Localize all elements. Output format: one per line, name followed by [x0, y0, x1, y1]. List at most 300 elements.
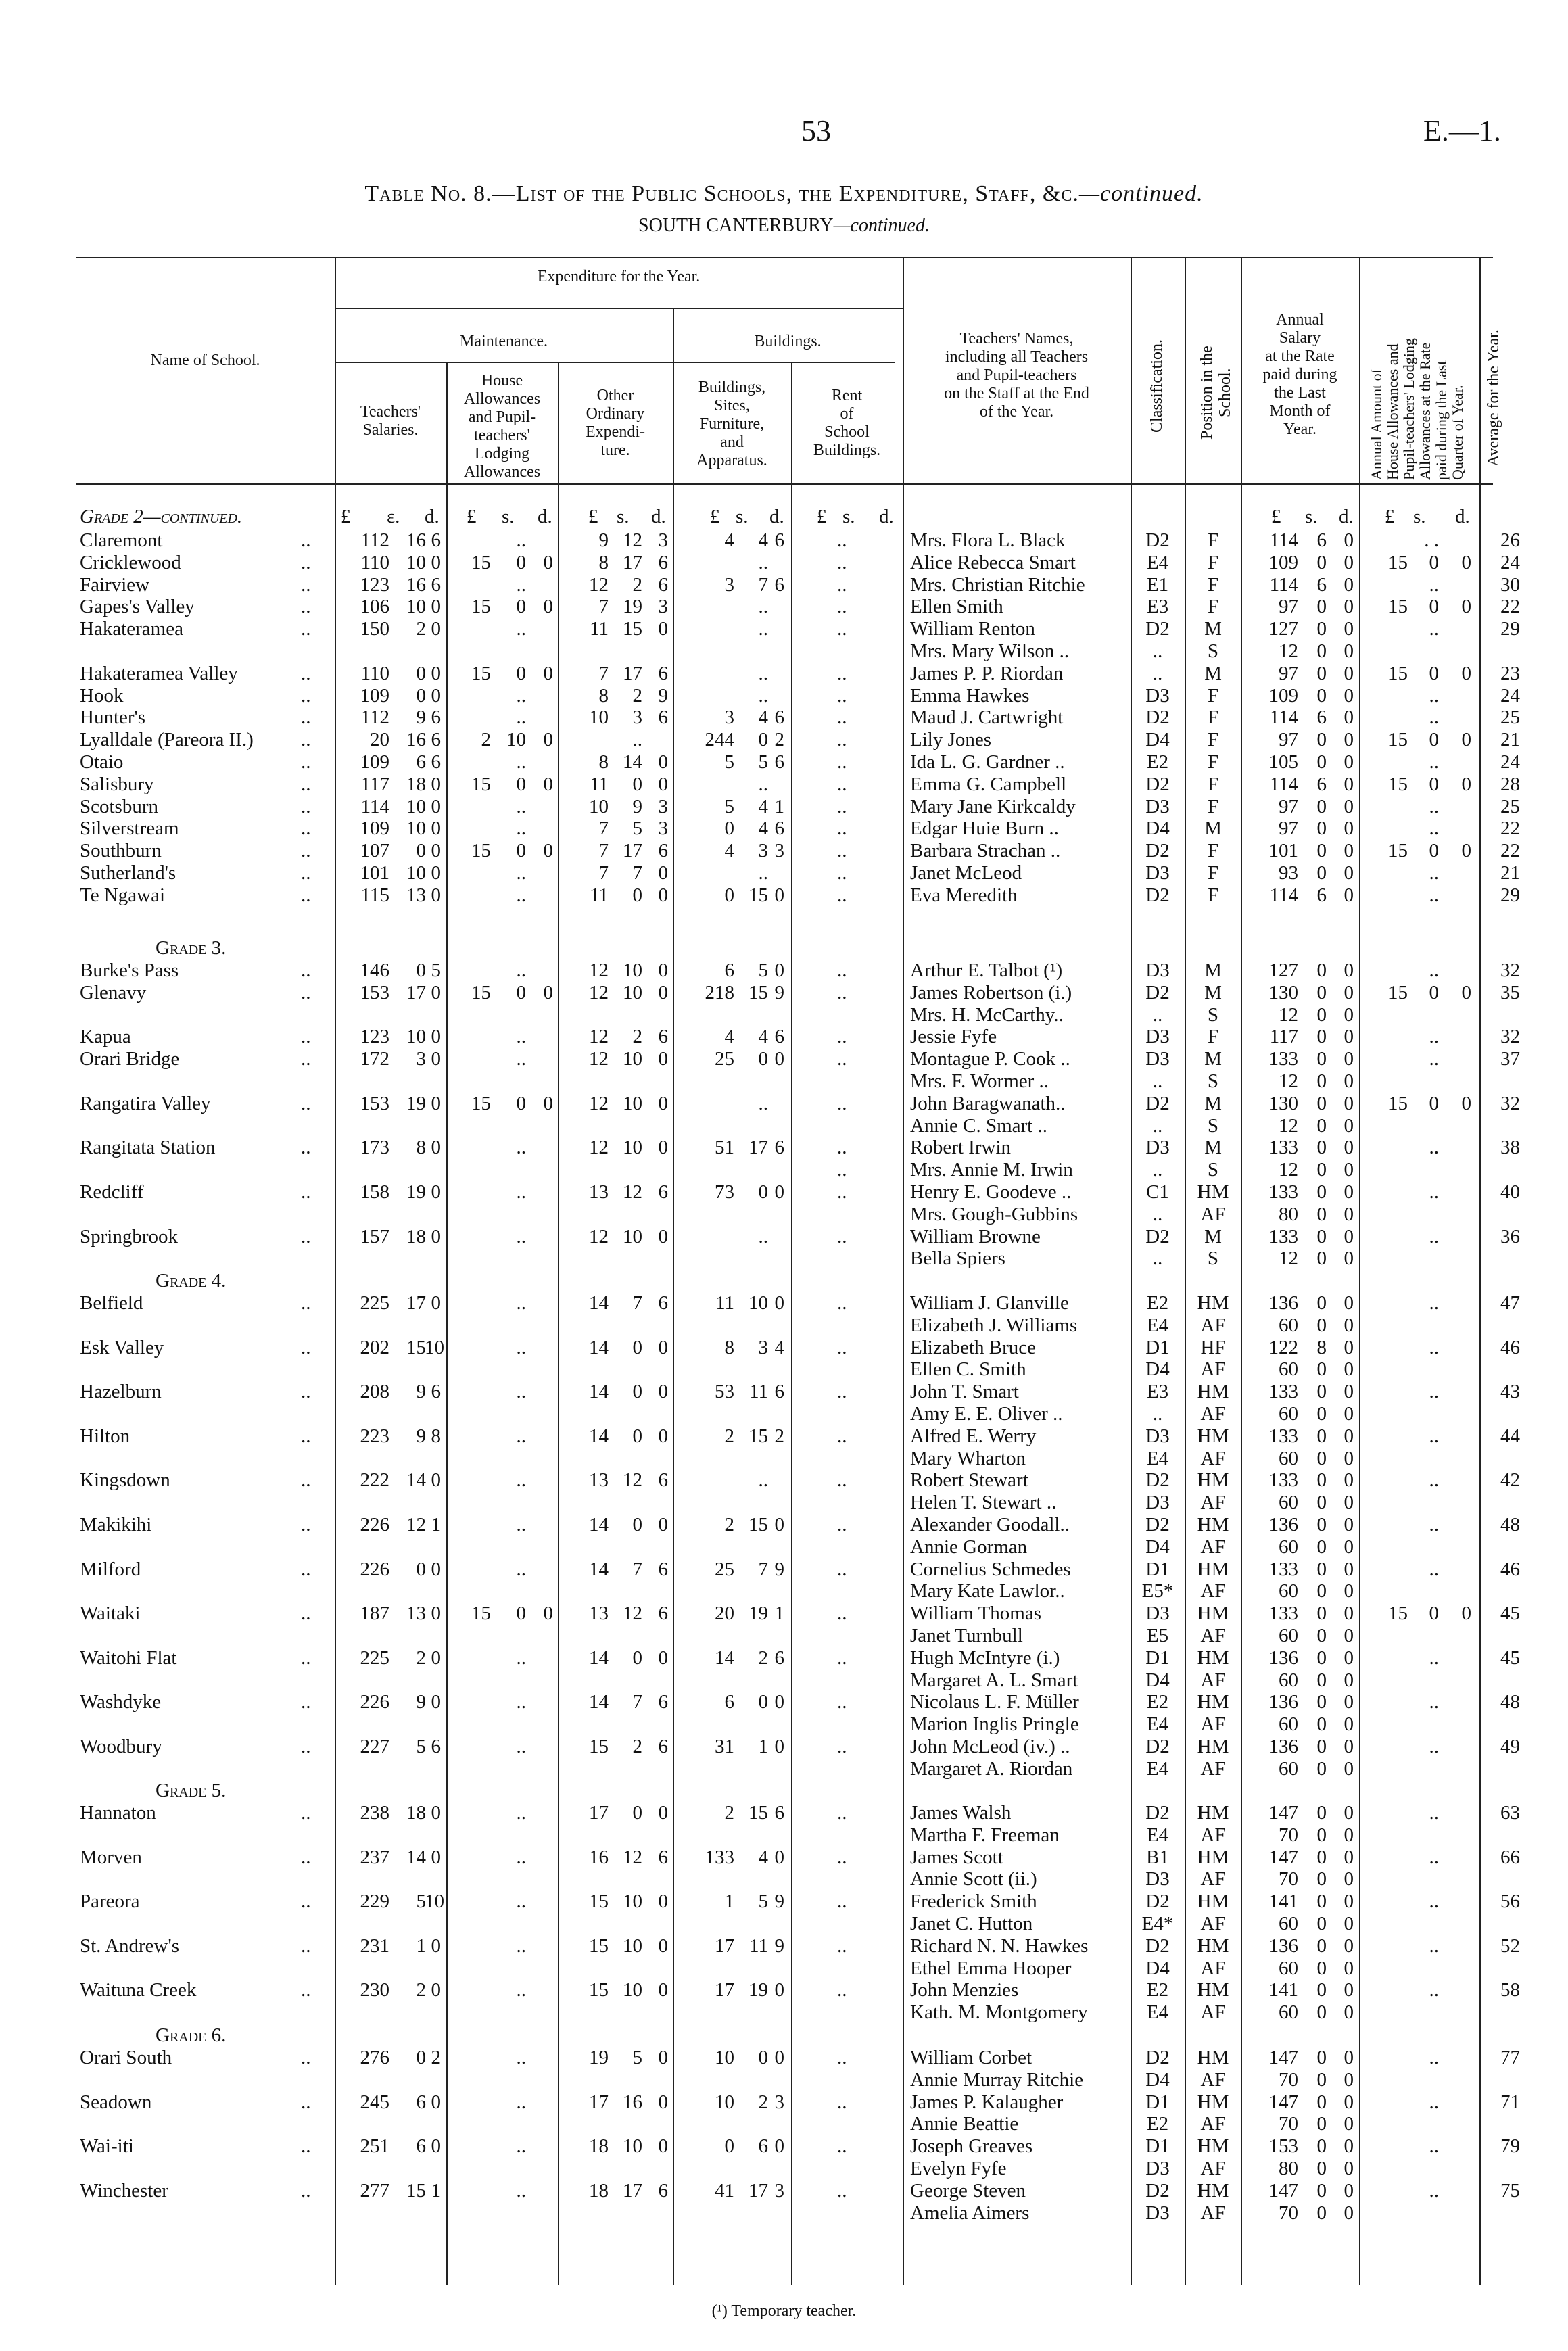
- ann-value: 0: [1344, 1403, 1354, 1425]
- allow-value: 15: [1388, 1602, 1408, 1625]
- teacher-name: James Scott: [910, 1846, 1003, 1868]
- school-name: Belfield: [80, 1292, 143, 1314]
- school-name: Gapes's Valley: [80, 596, 195, 618]
- rent-value: ..: [837, 2135, 847, 2158]
- ann-value: 0: [1316, 2113, 1327, 2135]
- ann-value: 0: [1316, 1425, 1327, 1447]
- other-value: 12: [589, 1137, 609, 1159]
- other-value: 10: [623, 1934, 642, 1957]
- classification: D4: [1145, 817, 1170, 840]
- sal-value: 1: [431, 1514, 441, 1536]
- bldg-value: 14: [715, 1646, 734, 1669]
- other-value: 18: [589, 2135, 609, 2158]
- table-row: [0, 1226, 1568, 1248]
- table-subtitle: [0, 215, 1568, 237]
- allow-value: 15: [1388, 840, 1408, 862]
- sal-value: 13: [406, 884, 426, 906]
- bldg-value: 7: [758, 573, 768, 596]
- sal-value: 13: [406, 1602, 426, 1625]
- header-bottom-rule: [76, 483, 1493, 485]
- sal-value: 245: [360, 2091, 389, 2113]
- teacher-name: Henry E. Goodeve ..: [910, 1181, 1072, 1203]
- sal-value: 2: [416, 618, 426, 640]
- bldg-value: 3: [758, 840, 768, 862]
- bldg-value: ..: [758, 684, 768, 707]
- other-value: 14: [589, 1336, 609, 1358]
- rent-value: ..: [837, 1979, 847, 2001]
- bldg-value: 2: [724, 1425, 734, 1447]
- average-attendance: 48: [1500, 1691, 1520, 1713]
- position: M: [1204, 959, 1222, 981]
- other-value: 0: [658, 2135, 668, 2158]
- header-rent: Rent of School Buildings.: [813, 387, 881, 459]
- other-value: 7: [598, 596, 609, 618]
- ann-value: 0: [1344, 1757, 1354, 1780]
- classification: E4: [1146, 1824, 1169, 1846]
- bldg-value: ..: [758, 1092, 768, 1114]
- position: AF: [1200, 1403, 1226, 1425]
- teacher-name: Annie Scott (ii.): [910, 1868, 1037, 1891]
- ann-value: 12: [1279, 1003, 1298, 1026]
- allow-value: ..: [1429, 2179, 1439, 2202]
- bldg-value: 6: [774, 1646, 784, 1669]
- house-value: ..: [516, 751, 526, 773]
- allow-value: 0: [1461, 551, 1471, 573]
- rows6-grade-heading: [0, 2024, 1568, 2047]
- classification: D4: [1145, 1536, 1170, 1558]
- leader-dots: ..: [301, 1092, 311, 1114]
- ann-value: 109: [1268, 684, 1298, 707]
- ann-value: 147: [1268, 1802, 1298, 1824]
- house-value: 0: [516, 596, 526, 618]
- average-attendance: 46: [1500, 1336, 1520, 1358]
- other-value: 11: [590, 884, 609, 906]
- rent-value: ..: [837, 707, 847, 729]
- sal-value: 6: [431, 529, 441, 551]
- grade-label: Grade 5.: [156, 1780, 227, 1801]
- table-row: [0, 552, 1568, 574]
- sal-value: 5: [416, 1891, 426, 1913]
- teacher-name: Janet Turnbull: [910, 1625, 1023, 1646]
- table-row: [0, 1159, 1568, 1181]
- school-name: Silverstream: [80, 817, 179, 840]
- ann-value: 0: [1344, 1070, 1354, 1092]
- other-value: 7: [598, 662, 609, 684]
- classification: E3: [1146, 596, 1169, 618]
- ann-value: 136: [1268, 1514, 1298, 1536]
- sal-value: 0: [431, 1646, 441, 1669]
- footnote: (¹) Temporary teacher.: [711, 2302, 857, 2320]
- other-value: 0: [658, 1514, 668, 1536]
- sal-value: 6: [431, 1381, 441, 1403]
- average-attendance: 29: [1500, 618, 1520, 640]
- other-value: 5: [632, 817, 642, 840]
- ann-value: 0: [1344, 2091, 1354, 2113]
- ann-value: 114: [1269, 573, 1298, 596]
- position: HM: [1197, 1292, 1229, 1314]
- other-value: 10: [589, 795, 609, 817]
- teacher-name: Helen T. Stewart ..: [910, 1492, 1057, 1514]
- classification: E2: [1146, 1292, 1169, 1314]
- school-name: Sutherland's: [80, 862, 176, 884]
- teacher-name: William Renton: [910, 618, 1035, 640]
- other-value: 10: [623, 981, 642, 1003]
- sal-value: 0: [431, 862, 441, 884]
- house-value: ..: [516, 618, 526, 640]
- allow-value: 0: [1461, 729, 1471, 751]
- bldg-value: 0: [774, 1691, 784, 1713]
- table-row: [0, 1403, 1568, 1425]
- ann-value: 60: [1279, 1314, 1298, 1336]
- ann-value: 0: [1344, 684, 1354, 707]
- units-row: Grade 2—continued. £ ɛ. d. £ s. d. £ s. d. £ s. d. £ s. d. £ s. d. £ s. d.: [80, 506, 1470, 527]
- bldg-value: 0: [758, 729, 768, 751]
- rent-value: ..: [837, 1802, 847, 1824]
- ann-value: 0: [1316, 1114, 1327, 1137]
- bldg-value: 3: [774, 2179, 784, 2202]
- table-title-suffix: —continued.: [1078, 181, 1204, 206]
- position: HM: [1197, 1802, 1229, 1824]
- bldg-value: 2: [724, 1514, 734, 1536]
- other-value: 11: [590, 618, 609, 640]
- sal-value: 0: [431, 1846, 441, 1868]
- sal-value: 10: [406, 862, 426, 884]
- allow-value: 15: [1388, 662, 1408, 684]
- table-row: [0, 1314, 1568, 1337]
- allow-value: ..: [1429, 573, 1439, 596]
- leader-dots: ..: [301, 1602, 311, 1625]
- ann-value: 0: [1344, 1447, 1354, 1469]
- average-attendance: 25: [1500, 707, 1520, 729]
- bldg-value: 6: [724, 1691, 734, 1713]
- other-value: 14: [589, 1425, 609, 1447]
- position: F: [1207, 751, 1219, 773]
- house-value: 15: [471, 1602, 491, 1625]
- sal-value: 0: [431, 884, 441, 906]
- other-value: 8: [598, 751, 609, 773]
- leader-dots: ..: [301, 1292, 311, 1314]
- bldg-value: 51: [715, 1137, 734, 1159]
- average-attendance: 66: [1500, 1846, 1520, 1868]
- sal-value: 187: [360, 1602, 389, 1625]
- classification: D2: [1145, 707, 1170, 729]
- other-value: 15: [589, 1736, 609, 1757]
- house-value: 0: [516, 662, 526, 684]
- ann-value: 12: [1279, 1070, 1298, 1092]
- teacher-name: Ethel Emma Hooper: [910, 1957, 1072, 1979]
- rent-value: ..: [837, 684, 847, 707]
- ann-value: 0: [1344, 1203, 1354, 1225]
- other-value: 10: [623, 2135, 642, 2158]
- bldg-value: 5: [758, 751, 768, 773]
- school-name: Kingsdown: [80, 1469, 170, 1492]
- table-row: [0, 663, 1568, 685]
- average-attendance: 49: [1500, 1736, 1520, 1757]
- average-attendance: 63: [1500, 1802, 1520, 1824]
- sal-value: 0: [431, 662, 441, 684]
- sal-value: 146: [360, 959, 389, 981]
- teacher-name: Ellen C. Smith: [910, 1358, 1026, 1381]
- bldg-value: 6: [774, 707, 784, 729]
- other-value: 15: [589, 1934, 609, 1957]
- sal-value: 10: [406, 1026, 426, 1048]
- allow-value: . .: [1424, 529, 1439, 551]
- ann-value: 0: [1316, 1203, 1327, 1225]
- rent-value: ..: [837, 884, 847, 906]
- other-value: 12: [589, 1026, 609, 1048]
- bldg-value: 9: [774, 981, 784, 1003]
- sal-value: 223: [360, 1425, 389, 1447]
- position: HM: [1197, 1846, 1229, 1868]
- grade-label: Grade 4.: [156, 1270, 227, 1291]
- bldg-value: 4: [724, 1026, 734, 1048]
- position: F: [1207, 551, 1219, 573]
- other-value: 6: [658, 1736, 668, 1757]
- sal-value: 16: [406, 529, 426, 551]
- bldg-value: 5: [758, 1891, 768, 1913]
- sal-value: 173: [360, 1137, 389, 1159]
- allow-value: 0: [1429, 1602, 1439, 1625]
- ann-value: 0: [1344, 1248, 1354, 1270]
- leader-dots: ..: [301, 1048, 311, 1070]
- rent-value: ..: [837, 1026, 847, 1048]
- teacher-name: Alexander Goodall..: [910, 1514, 1070, 1536]
- bldg-value: 10: [749, 1292, 768, 1314]
- position: F: [1207, 862, 1219, 884]
- teacher-name: Alfred E. Werry: [910, 1425, 1037, 1447]
- position: AF: [1200, 1913, 1226, 1934]
- bldg-value: ..: [758, 862, 768, 884]
- other-value: 3: [658, 817, 668, 840]
- average-attendance: 24: [1500, 751, 1520, 773]
- other-value: 2: [632, 573, 642, 596]
- bldg-value: 10: [715, 2047, 734, 2068]
- table-row: [0, 2001, 1568, 2024]
- house-value: 0: [516, 773, 526, 795]
- allow-value: 0: [1429, 773, 1439, 795]
- other-value: 16: [589, 1846, 609, 1868]
- bldg-value: 0: [774, 959, 784, 981]
- table-row: [0, 1913, 1568, 1935]
- bldg-value: 6: [758, 2135, 768, 2158]
- header-average: Average for the Year.: [1485, 329, 1502, 467]
- table-row: [0, 1824, 1568, 1847]
- leader-dots: ..: [301, 1736, 311, 1757]
- classification: E4: [1146, 1713, 1169, 1736]
- allow-value: 0: [1461, 662, 1471, 684]
- classification: E3: [1146, 1381, 1169, 1403]
- sal-value: 0: [431, 1691, 441, 1713]
- house-value: ..: [516, 1048, 526, 1070]
- classification: ..: [1152, 1159, 1163, 1181]
- classification: D3: [1145, 1026, 1170, 1048]
- position: HM: [1197, 1469, 1229, 1492]
- position: S: [1207, 1070, 1219, 1092]
- school-name: Springbrook: [80, 1225, 178, 1248]
- leader-dots: ..: [301, 1646, 311, 1669]
- ann-value: 0: [1316, 795, 1327, 817]
- bldg-value: 0: [758, 1048, 768, 1070]
- allow-value: 15: [1388, 596, 1408, 618]
- rent-value: ..: [837, 1381, 847, 1403]
- average-attendance: 79: [1500, 2135, 1520, 2158]
- bldg-value: 0: [774, 2047, 784, 2068]
- sal-value: 18: [406, 773, 426, 795]
- leader-dots: ..: [301, 773, 311, 795]
- classification: E4: [1146, 1314, 1169, 1336]
- school-name: Otaio: [80, 751, 124, 773]
- allow-value: ..: [1429, 959, 1439, 981]
- position: M: [1204, 1092, 1222, 1114]
- ann-value: 0: [1344, 1469, 1354, 1492]
- house-value: 15: [471, 1092, 491, 1114]
- teacher-name: Robert Stewart: [910, 1469, 1028, 1492]
- sal-value: 10: [406, 551, 426, 573]
- teacher-name: Ellen Smith: [910, 596, 1003, 618]
- sal-value: 17: [406, 981, 426, 1003]
- rent-value: ..: [837, 1425, 847, 1447]
- other-value: 10: [623, 1137, 642, 1159]
- bldg-value: 6: [774, 1381, 784, 1403]
- other-value: 17: [623, 551, 642, 573]
- other-value: 17: [623, 662, 642, 684]
- ann-value: 70: [1279, 1868, 1298, 1891]
- sal-value: 0: [431, 1048, 441, 1070]
- rent-value: ..: [837, 1891, 847, 1913]
- position: S: [1207, 1159, 1219, 1181]
- other-value: 12: [623, 1469, 642, 1492]
- bldg-value: 9: [774, 1558, 784, 1580]
- sal-value: 0: [431, 684, 441, 707]
- table-row: [0, 618, 1568, 640]
- other-value: 14: [589, 1514, 609, 1536]
- classification: D3: [1145, 2202, 1170, 2224]
- header-maintenance: Maintenance.: [460, 333, 548, 350]
- average-attendance: 44: [1500, 1425, 1520, 1447]
- leader-dots: ..: [301, 1802, 311, 1824]
- ann-value: 0: [1344, 2068, 1354, 2091]
- ann-value: 60: [1279, 1669, 1298, 1691]
- house-value: ..: [516, 1846, 526, 1868]
- other-value: 0: [658, 1336, 668, 1358]
- ann-value: 0: [1316, 1891, 1327, 1913]
- table-row: [0, 1559, 1568, 1581]
- table-row: [0, 1625, 1568, 1647]
- position: AF: [1200, 1957, 1226, 1979]
- other-value: 17: [623, 840, 642, 862]
- leader-dots: ..: [301, 1514, 311, 1536]
- position: AF: [1200, 2001, 1226, 2024]
- bldg-value: 6: [774, 751, 784, 773]
- teacher-name: Mary Jane Kirkcaldy: [910, 795, 1076, 817]
- sal-value: 0: [431, 551, 441, 573]
- average-attendance: 32: [1500, 959, 1520, 981]
- ann-value: 136: [1268, 1934, 1298, 1957]
- sal-value: 6: [431, 729, 441, 751]
- other-value: 10: [589, 707, 609, 729]
- house-value: 15: [471, 840, 491, 862]
- table-row: [0, 1337, 1568, 1359]
- bldg-value: 6: [774, 573, 784, 596]
- ann-value: 0: [1316, 1092, 1327, 1114]
- ann-value: 0: [1316, 2202, 1327, 2224]
- classification: E4*: [1141, 1913, 1174, 1934]
- ann-value: 0: [1316, 596, 1327, 618]
- school-name: Hannaton: [80, 1802, 156, 1824]
- ann-value: 133: [1268, 1225, 1298, 1248]
- sal-value: 16: [406, 729, 426, 751]
- ann-value: 0: [1316, 684, 1327, 707]
- table-row: [0, 1957, 1568, 1980]
- teacher-name: Mrs. Gough-Gubbins: [910, 1203, 1078, 1225]
- house-value: ..: [516, 1736, 526, 1757]
- average-attendance: 75: [1500, 2179, 1520, 2202]
- ann-value: 0: [1316, 1602, 1327, 1625]
- ann-value: 0: [1344, 795, 1354, 817]
- other-value: 12: [623, 1846, 642, 1868]
- header-position: Position in the School.: [1198, 346, 1234, 440]
- leader-dots: ..: [301, 729, 311, 751]
- allow-value: ..: [1429, 1558, 1439, 1580]
- position: F: [1207, 729, 1219, 751]
- ann-value: 114: [1269, 884, 1298, 906]
- table-row: [0, 1602, 1568, 1625]
- house-value: ..: [516, 1934, 526, 1957]
- ann-value: 0: [1316, 1625, 1327, 1646]
- sal-value: 10: [425, 1891, 444, 1913]
- bldg-value: 0: [774, 1514, 784, 1536]
- teacher-name: William Corbet: [910, 2047, 1032, 2068]
- position: S: [1207, 640, 1219, 662]
- school-name: Orari South: [80, 2047, 172, 2068]
- ann-value: 133: [1268, 1181, 1298, 1203]
- classification: D2: [1145, 1092, 1170, 1114]
- allow-value: ..: [1429, 1048, 1439, 1070]
- ann-value: 0: [1316, 1713, 1327, 1736]
- leader-dots: ..: [301, 884, 311, 906]
- ann-value: 0: [1316, 1669, 1327, 1691]
- position: M: [1204, 1137, 1222, 1159]
- other-value: 3: [658, 529, 668, 551]
- other-value: 6: [658, 2179, 668, 2202]
- teacher-name: James P. Kalaugher: [910, 2091, 1064, 2113]
- sal-value: 0: [431, 1137, 441, 1159]
- ann-value: 0: [1316, 1580, 1327, 1602]
- ann-value: 0: [1316, 1913, 1327, 1934]
- position: AF: [1200, 1492, 1226, 1514]
- sal-value: 225: [360, 1646, 389, 1669]
- sal-value: 115: [360, 884, 389, 906]
- other-value: 6: [658, 573, 668, 596]
- position: HM: [1197, 1181, 1229, 1203]
- house-value: ..: [516, 707, 526, 729]
- ann-value: 136: [1268, 1736, 1298, 1757]
- bldg-value: 0: [774, 1736, 784, 1757]
- ann-value: 0: [1316, 1381, 1327, 1403]
- average-attendance: 32: [1500, 1026, 1520, 1048]
- ann-value: 0: [1316, 2047, 1327, 2068]
- ann-value: 133: [1268, 1381, 1298, 1403]
- rent-value: ..: [837, 959, 847, 981]
- bldg-value: 0: [774, 2135, 784, 2158]
- table-row: [0, 1868, 1568, 1891]
- sal-value: 6: [416, 751, 426, 773]
- other-value: 14: [589, 1292, 609, 1314]
- sal-value: 109: [360, 751, 389, 773]
- table-row: [0, 1204, 1568, 1226]
- ann-value: 0: [1344, 2113, 1354, 2135]
- ann-value: 0: [1344, 1225, 1354, 1248]
